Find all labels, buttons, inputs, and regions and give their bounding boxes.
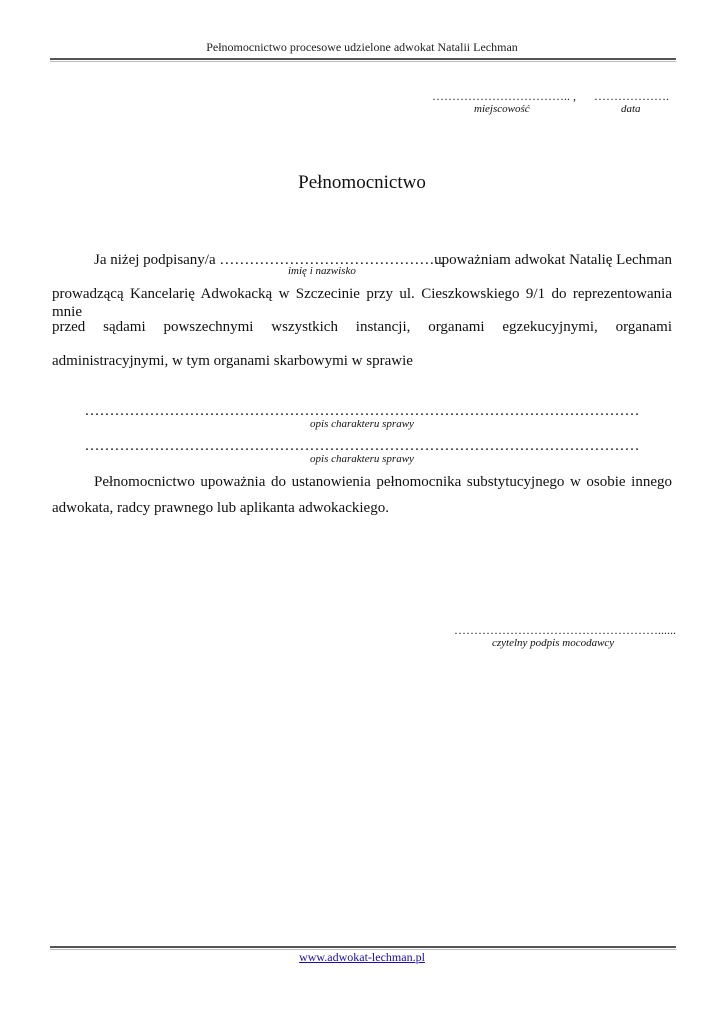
date-dots: ………………. — [594, 89, 669, 103]
footer-rule — [50, 946, 676, 948]
case-label-1: opis charakteru sprawy — [310, 418, 414, 430]
name-label: imię i nazwisko — [288, 265, 356, 277]
line1-start: Ja niżej podpisany/a ……………………………………… — [94, 252, 445, 268]
place-label: miejscowość — [474, 103, 530, 115]
paragraph-line-6: adwokata, radcy prawnego lub aplikanta adwokackiego. — [52, 500, 389, 516]
footer — [0, 950, 724, 965]
case-dots-1: ………………………………………………………………………………………………… — [84, 403, 640, 419]
paragraph-line-5: Pełnomocnictwo upoważnia do ustanowienia pełnomocnika substytucyjnego w osobie innego — [94, 474, 672, 490]
signature-dots: ……………………………………………...... — [454, 623, 676, 637]
page-header: Pełnomocnictwo procesowe udzielone adwokat Natalii Lechman — [206, 40, 518, 54]
header-rule — [50, 58, 676, 60]
paragraph-line-3: przed sądami powszechnymi wszystkich instancji, organami egzekucyjnymi, organami — [52, 319, 672, 335]
header-rule-thin — [50, 61, 676, 62]
line1-end: upoważniam adwokat Natalię Lechman — [434, 252, 672, 268]
case-label-2: opis charakteru sprawy — [310, 453, 414, 465]
date-label: data — [621, 103, 641, 115]
paragraph-line-2: prowadzącą Kancelarię Adwokacką w Szczecinie przy ul. Cieszkowskiego 9/1 do reprezentowania mnie — [52, 286, 672, 320]
document-title: Pełnomocnictwo — [298, 172, 426, 193]
paragraph-line-4: administracyjnymi, w tym organami skarbowymi w sprawie — [52, 353, 413, 369]
place-dots: …………………………….. , — [432, 89, 576, 103]
signature-label: czytelny podpis mocodawcy — [492, 637, 615, 649]
website-link[interactable]: www.adwokat-lechman.pl — [299, 950, 425, 964]
case-dots-2: ………………………………………………………………………………………………… — [84, 438, 640, 454]
